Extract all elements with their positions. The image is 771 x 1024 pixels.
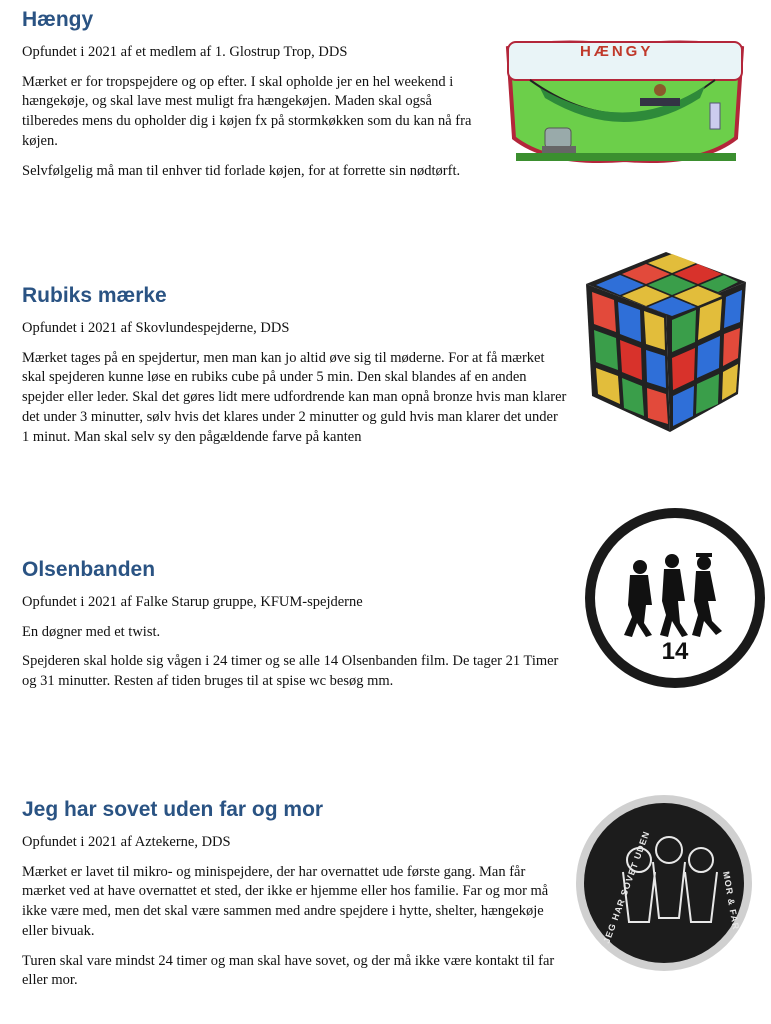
section-haengy	[22, 8, 482, 191]
section-paragraph: Turen skal vare mindst 24 timer og man skal have sovet, og der må ikke være kontakt til far eller mor.	[22, 952, 555, 989]
sovet-badge-label-left: JEG HAR SOVET UDEN	[601, 829, 652, 945]
rubiks-badge-image	[578, 244, 753, 436]
haengy-badge-label: HÆNGY	[580, 43, 654, 60]
section-origin: Opfundet i 2021 af et medlem af 1. Glostrup Trop, DDS	[22, 44, 348, 61]
section-paragraph: Mærket er for tropspejdere og op efter. I skal opholde jer en hel weekend i hængekøje, og skal lave mest muligt fra hængekøjen. Maden skal også tilberedes mens du opholder dig i køjen fx på stormkøkken som du kan nå fra køjen.	[22, 73, 472, 149]
section-paragraph: Mærket er lavet til mikro- og minispejdere, der har overnattet ude første gang. Man får mærket ved at have overnattet et sted, der ikke er hjemme eller hos familie. Far og mor må ikke være med, men det skal være sammen med andre spejdere i hytte, shelter, hængekøje eller bivuak.	[22, 863, 549, 939]
section-rubiks	[22, 284, 567, 457]
section-origin: Opfundet i 2021 af Falke Starup gruppe, KFUM-spejderne	[22, 594, 363, 611]
section-title: Jeg har sovet uden far og mor	[22, 798, 324, 821]
section-origin: Opfundet i 2021 af Skovlundespejderne, DDS	[22, 320, 290, 337]
section-paragraph: Spejderen skal holde sig vågen i 24 timer og se alle 14 Olsenbanden film. De tager 21 Timer og 31 minutter. Resten af tiden bruges til at spise wc besøg mm.	[22, 653, 559, 690]
section-title: Rubiks mærke	[22, 284, 167, 307]
haengy-badge-image	[500, 28, 750, 168]
section-origin: Opfundet i 2021 af Aztekerne, DDS	[22, 834, 231, 851]
section-title: Hængy	[22, 8, 94, 31]
olsenbanden-badge-image	[582, 505, 768, 691]
olsenbanden-badge-number: 14	[661, 638, 689, 665]
sovet-badge-image	[573, 794, 755, 972]
section-olsenbanden	[22, 558, 562, 702]
sovet-badge-label-right: MOR & FAR	[721, 870, 742, 931]
section-title: Olsenbanden	[22, 558, 156, 581]
section-paragraph: Mærket tages på en spejdertur, men man kan jo altid øve sig til møderne. For at få mærket skal spejderen kunne løse en rubiks cube på under 5 min. Den skal blandes af en anden spejder eller leder. Skal det gøres lidt mere udfordrende kan man opnå bronze hvis man klarer det under 3 minutter, sølv hvis det klares under 2 minutter og guld hvis man klarer det under 1 minut. Man skal selv sy den pågældende farve på kanten	[22, 349, 567, 445]
section-paragraph: Selvfølgelig må man til enhver tid forlade køjen, for at forrette sin nødtørft.	[22, 162, 461, 179]
section-sovet-uden-far-og-mor	[22, 798, 557, 1001]
section-paragraph: En døgner med et twist.	[22, 623, 161, 640]
